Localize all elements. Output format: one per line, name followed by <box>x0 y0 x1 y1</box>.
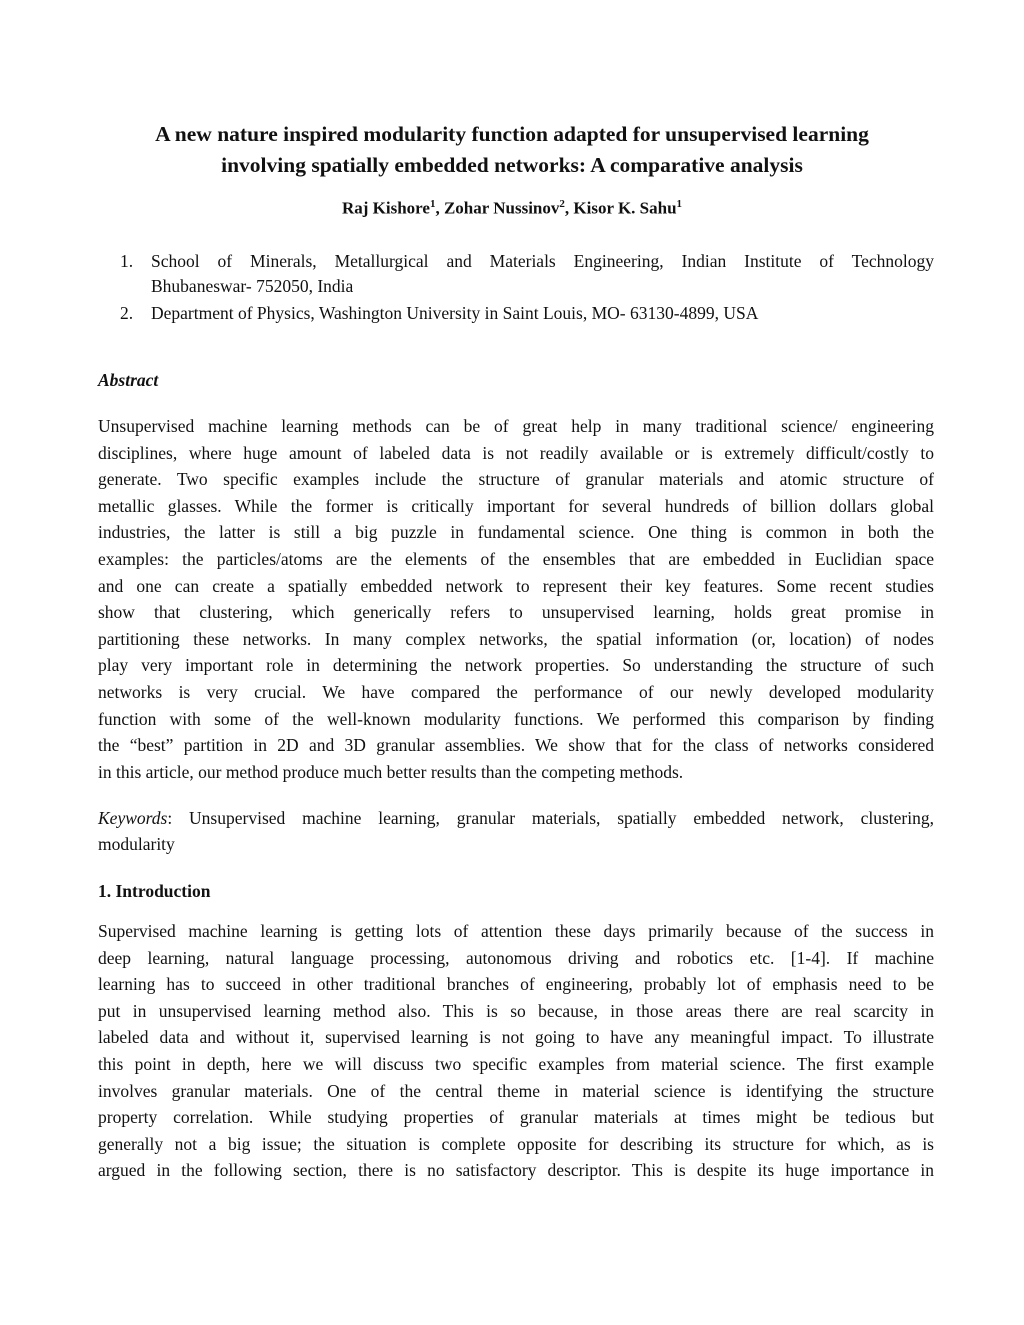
keywords-line-1 <box>98 808 934 829</box>
author-separator: , <box>435 198 444 218</box>
author-name: Kisor K. Sahu <box>573 198 677 218</box>
abstract-line: play very important role in determining the network properties. So understanding the structure of such <box>98 655 934 676</box>
introduction-line: labeled data and without it, supervised learning is not going to have any meaningful impact. To illustrate <box>98 1027 934 1048</box>
affiliation-text: Bhubaneswar- 752050, India <box>151 276 354 296</box>
keywords-label: Keywords <box>98 808 168 828</box>
author-affiliation-mark: 1 <box>676 198 683 210</box>
abstract-line: in this article, our method produce much better results than the competing methods. <box>98 761 684 782</box>
introduction-line: argued in the following section, there is no satisfactory descriptor. This is despite its huge importance in <box>98 1160 934 1181</box>
author-name: Zohar Nussinov <box>443 198 560 218</box>
introduction-line: involves granular materials. One of the central theme in material science is identifying the structure <box>98 1080 934 1101</box>
abstract-line: examples: the particles/atoms are the elements of the ensembles that are embedded in Euclidian space <box>98 549 934 569</box>
paper-title-line-1: A new nature inspired modularity function adapted for unsupervised learning <box>155 122 869 146</box>
abstract-line: and one can create a spatially embedded network to represent their key features. Some recent studies <box>98 575 934 596</box>
abstract-heading: Abstract <box>98 370 159 390</box>
abstract-line: partitioning these networks. In many complex networks, the spatial information (or, location) of nodes <box>98 628 934 649</box>
abstract-line: show that clustering, which generically refers to unsupervised learning, holds great promise in <box>98 602 934 623</box>
abstract-line: networks is very crucial. We have compared the performance of our newly developed modularity <box>98 682 934 702</box>
affiliation-number: 2. <box>120 303 134 323</box>
introduction-line: property correlation. While studying properties of granular materials at times might be tedious but <box>98 1107 934 1128</box>
author-list <box>0 198 1024 219</box>
affiliation-text: School of Minerals, Metallurgical and Materials Engineering, Indian Institute of Technology <box>151 251 934 271</box>
abstract-line: disciplines, where huge amount of labeled data is not readily available or is extremely difficult/costly to <box>98 442 934 463</box>
abstract-line: generate. Two specific examples include the structure of granular materials and atomic structure of <box>98 469 934 490</box>
affiliation-number: 1. <box>120 251 134 271</box>
introduction-line: this point in depth, here we will discuss two specific examples from material science. The first example <box>98 1054 934 1074</box>
introduction-line: generally not a big issue; the situation is complete opposite for describing its structure for which, as is <box>98 1133 934 1154</box>
abstract-line: industries, the latter is still a big puzzle in fundamental science. One thing is common in both the <box>98 522 934 543</box>
introduction-line: put in unsupervised learning method also. This is so because, in those areas there are real scarcity in <box>98 1000 934 1021</box>
introduction-line: Supervised machine learning is getting lots of attention these days primarily because of the success in <box>98 921 934 941</box>
introduction-heading: 1. Introduction <box>98 881 211 901</box>
abstract-line: metallic glasses. While the former is critically important for several hundreds of billion dollars global <box>98 495 934 516</box>
abstract-line: Unsupervised machine learning methods can be of great help in many traditional science/ engineering <box>98 416 934 436</box>
keywords-line-2: modularity <box>98 834 175 854</box>
paper-title-line-2: involving spatially embedded networks: A comparative analysis <box>221 153 803 177</box>
author-affiliation-mark: 1 <box>429 198 436 210</box>
abstract-line: the “best” partition in 2D and 3D granular assemblies. We show that for the class of networks considered <box>98 735 934 756</box>
author-separator: , <box>564 198 574 218</box>
abstract-line: function with some of the well-known modularity functions. We performed this comparison by finding <box>98 708 934 729</box>
author-name: Raj Kishore <box>341 198 430 218</box>
keywords-text: : Unsupervised machine learning, granular materials, spatially embedded network, clustering, <box>167 808 934 828</box>
introduction-line: learning has to succeed in other traditional branches of engineering, probably lot of emphasis need to be <box>98 974 934 995</box>
affiliation-text: Department of Physics, Washington University in Saint Louis, MO- 63130-4899, USA <box>151 303 759 323</box>
introduction-line: deep learning, natural language processing, autonomous driving and robotics etc. [1-4]. If machine <box>98 947 934 968</box>
author-affiliation-mark: 2 <box>559 198 565 210</box>
